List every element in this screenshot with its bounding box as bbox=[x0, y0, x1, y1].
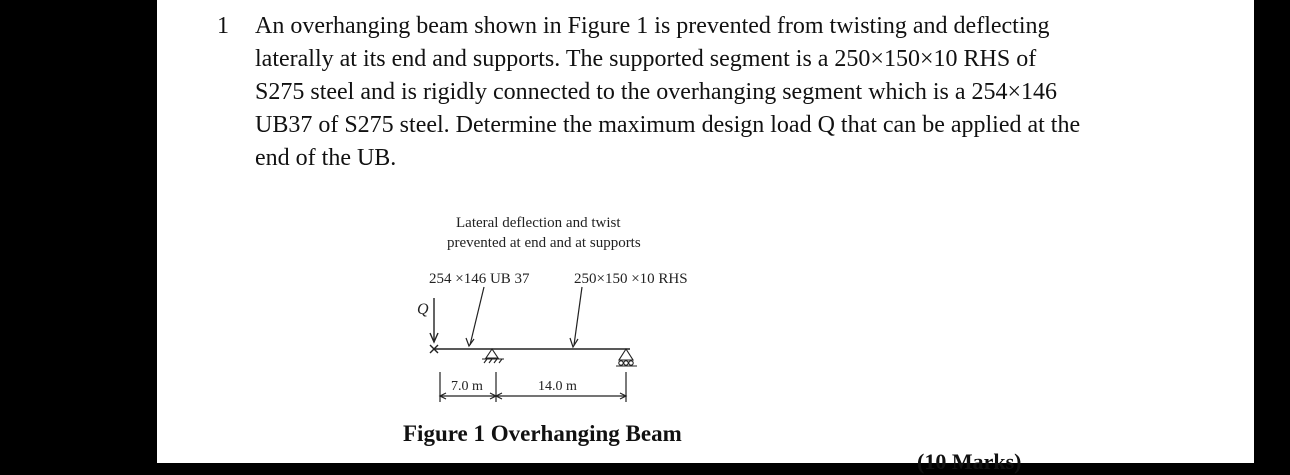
rhs-section-label: 250×150 ×10 RHS bbox=[574, 271, 688, 287]
load-q-label: Q bbox=[417, 301, 429, 318]
question-line: end of the UB. bbox=[255, 145, 397, 171]
question-line: S275 steel and is rigidly connected to the overhanging segment which is a 254×146 bbox=[255, 79, 1058, 105]
figure-note-line-1: Lateral deflection and twist bbox=[456, 215, 621, 231]
overhang-dimension: 7.0 m bbox=[451, 379, 483, 394]
figure-note-line-2: prevented at end and at supports bbox=[447, 235, 641, 251]
ub-section-label: 254 ×146 UB 37 bbox=[429, 271, 530, 287]
question-line: UB37 of S275 steel. Determine the maximum design load Q that can be applied at the bbox=[255, 112, 1081, 138]
span-dimension: 14.0 m bbox=[538, 379, 577, 394]
marks-label: (10 Marks) bbox=[917, 449, 1022, 474]
rhs-leader-line bbox=[570, 287, 582, 347]
ub-leader-lines bbox=[466, 287, 484, 346]
pin-support bbox=[482, 349, 504, 363]
question-number: 1 bbox=[217, 13, 229, 39]
roller-support bbox=[616, 349, 637, 366]
load-arrow bbox=[430, 298, 438, 342]
question-line: An overhanging beam shown in Figure 1 is prevented from twisting and deflecting bbox=[255, 13, 1050, 39]
question-line: laterally at its end and supports. The supported segment is a 250×150×10 RHS of bbox=[255, 46, 1037, 72]
figure-caption: Figure 1 Overhanging Beam bbox=[403, 421, 682, 446]
